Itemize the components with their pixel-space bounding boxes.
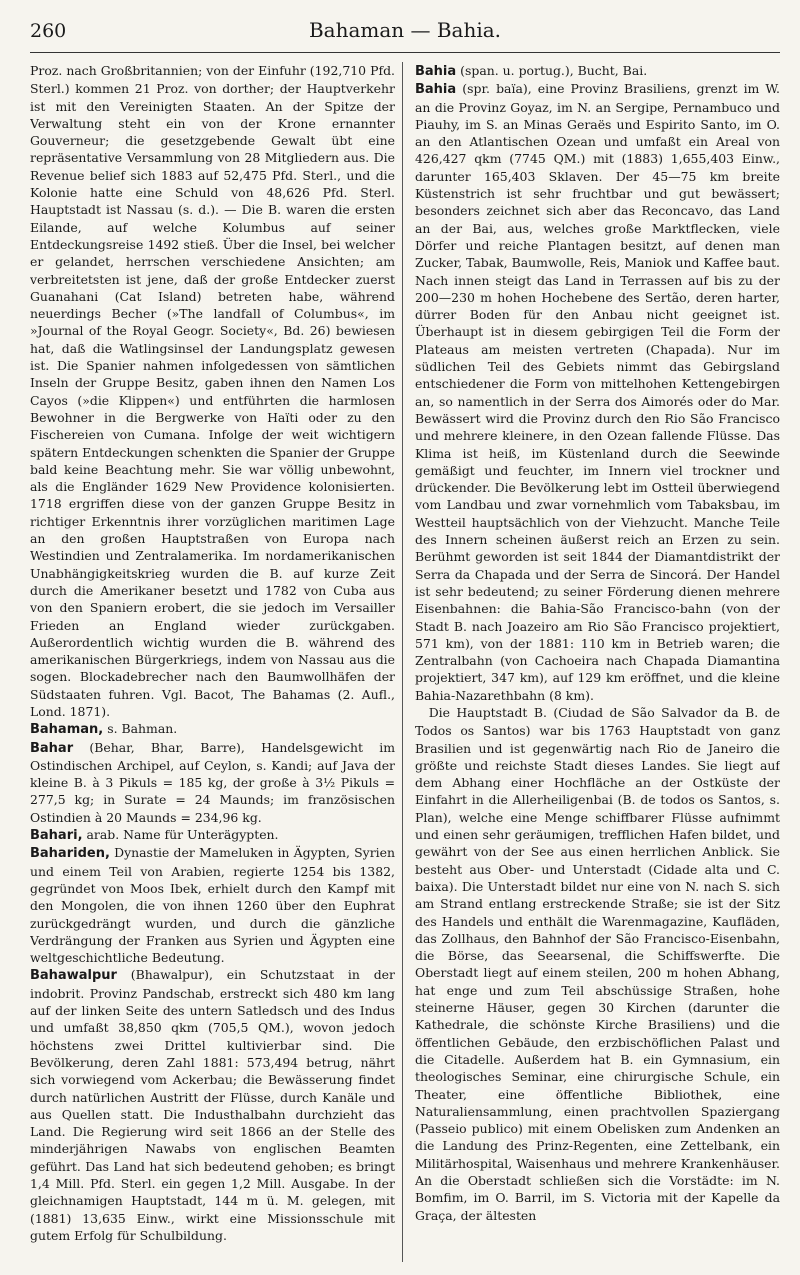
entry-lemma: Bahar	[30, 740, 74, 756]
entry-text: s. Bahman.	[103, 721, 178, 737]
entry-text: arab. Name für Unterägypten.	[82, 827, 279, 843]
entry-text: (Behar, Bhar, Barre), Handelsgewicht im Ostindischen Archipel, auf Ceylon, s. Kandi; auf Java der kleine B. à 3 Pikuls = 185 kg, der große à 3½ Pikuls = 277,5 kg; in Surate = 24 Maunds; im französischen Ostindien à 20 Maunds = 234,96 kg.	[30, 739, 395, 825]
entry-bahia-capital	[415, 704, 780, 1224]
entry-bahawalpur	[30, 966, 395, 1244]
entry-lemma: Bahari,	[30, 828, 83, 844]
running-head-title: Bahaman — Bahia.	[308, 18, 502, 42]
column-divider	[402, 62, 403, 1262]
entry-text: Proz. nach Großbritannien; von der Einfuhr (192,710 Pfd. Sterl.) kommen 21 Proz. von dorther; der Hauptverkehr ist mit den Vereinigten Staaten. An der Spitze der Verwaltung steht ein von der Krone ernannter Gouverneur; die gesetzgebende Gewalt übt eine repräsentative Versammlung von 28 Mitgliedern aus. Die Revenue belief sich 1883 auf 52,475 Pfd. Sterl., und die Kolonie hatte eine Schuld von 48,626 Pfd. Sterl. Hauptstadt ist Nassau (s. d.). — Die B. waren die ersten Eilande, auf welche Kolumbus auf seiner Entdeckungsreise 1492 stieß. Über die Insel, bei welcher er gelandet, herrschen verschiedene Ansichten; am verbreitetsten ist jene, daß der große Entdecker zuerst Guanahani (Cat Island) betreten habe, während neuerdings Becher (»The landfall of Columbus«, im »Journal of the Royal Geogr. Society«, Bd. 26) bewiesen hat, daß die Watlingsinsel der Landungsplatz gewesen ist. Die Spanier nahmen infolgedessen von sämtlichen Inseln der Gruppe Besitz, gaben ihnen den Namen Los Cayos (»die Klippen«) und entführten die harmlosen Bewohner in die Bergwerke von Haïti oder zu den Fischereien von Cumana. Infolge der weit wichtigern spätern Entdeckungen schenkten die Spanier der Gruppe bald keine Beachtung mehr. Sie war völlig unbewohnt, als die Engländer 1629 New Providence kolonisierten. 1718 ergriffen diese von der ganzen Gruppe Besitz in richtiger Erkenntnis ihrer vorzüglichen maritimen Lage an den großen Hauptstraßen von Europa nach Westindien und Zentralamerika. Im nordamerikanischen Unabhängigkeitskrieg wurden die B. auf kurze Zeit durch die Amerikaner besetzt und 1782 von Cuba aus von den Spaniern erobert, die sie jedoch im Versailler Frieden an England wieder zurückgaben. Außerordentlich wichtig wurden die B. während des amerikanischen Bürgerkriegs, indem von Nassau aus die sogen. Blockadebrecher nach den Baumwollhäfen der Südstaaten fuhren. Vgl. Bacot, The Bahamas (2. Aufl., Lond. 1871).	[30, 63, 395, 719]
entry-lemma: Bahawalpur	[30, 968, 117, 984]
entry-bahamas-continued	[30, 62, 395, 720]
entry-text: (Bhawalpur), ein Schutzstaat in der indobrit. Provinz Pandschab, erstreckt sich 480 km lang auf der linken Seite des untern Satledsch und des Indus und umfaßt 38,850 qkm (705,5 QM.), wovon jedoch höchstens zwei Drittel kultivierbar sind. Die Bevölkerung, deren Zahl 1881: 573,494 betrug, nährt sich vorwiegend vom Ackerbau; die Bewässerung findet durch natürlichen Austritt der Flüsse, durch Kanäle und aus Quellen statt. Die Industhalbahn durchzieht das Land. Die Regierung wird seit 1866 an der Stelle des minderjährigen Nawabs von englischen Beamten geführt. Das Land hat sich bedeutend gehoben; es bringt 1,4 Mill. Pfd. Sterl. ein gegen 1,2 Mill. Ausgabe. In der gleichnamigen Hauptstadt, 144 m ü. M. gelegen, mit (1881) 13,635 Einw., wirkt eine Missionsschule mit gutem Erfolg für Schulbildung.	[30, 967, 395, 1243]
entry-text: Dynastie der Mameluken in Ägypten, Syrien und einem Teil von Arabien, regierte 1254 bis 1382, gegründet von Moos Ibek, erhielt durch den Kampf mit den Mongolen, die von ihnen 1260 über den Euphrat zurückgedrängt wurden, und durch die gänzliche Verdrängung der Franken aus Syrien und Ägypten eine weltgeschichtliche Bedeutung.	[30, 845, 395, 966]
running-header	[30, 12, 780, 53]
entry-text: (span. u. portug.), Bucht, Bai.	[456, 63, 648, 78]
entry-text: Die Hauptstadt B. (Ciudad de São Salvador da B. de Todos os Santos) war bis 1763 Hauptstadt von ganz Brasilien und ist gegenwärtig nach Rio de Janeiro die größte und reichste Stadt dieses Landes. Sie liegt auf dem Abhang einer Hochfläche an der Ostküste der Einfahrt in die Allerheiligenbai (B. de todos os Santos, s. Plan), welche eine Menge schiffbarer Flüsse aufnimmt und einen sehr geräumigen, trefflichen Hafen bildet, und gewährt von der See aus einen herrlichen Anblick. Sie besteht aus Ober- und Unterstadt (Cidade alta und C. baixa). Die Unterstadt bildet nur eine von N. nach S. sich am Strand entlang erstreckende Straße; sie ist der Sitz des Handels und enthält die Warenmagazine, Kaufläden, das Zollhaus, den Bahnhof der São Francisco-Eisenbahn, die Börse, das Seearsenal, die Schiffswerfte. Die Oberstadt liegt auf einem steilen, 200 m hohen Abhang, hat enge und zum Teil abschüssige Straßen, hohe steinerne Häuser, gegen 30 Kirchen (darunter die Kathedrale, die schönste Kirche Brasiliens) und die öffentlichen Gebäude, den erzbischöflichen Palast und die Citadelle. Außerdem hat B. ein Gymnasium, ein theologisches Seminar, eine chirurgische Schule, ein Theater, eine öffentliche Bibliothek, eine Naturaliensammlung, einen prachtvollen Spaziergang (Passeio publico) mit einem Obelisken zum Andenken an die Landung des Prinz-Regenten, eine Zettelbank, ein Militärhospital, Waisenhaus und mehrere Krankenhäuser. An die Oberstadt schließen sich die Vorstädte: im N. Bomfim, im O. Barril, im S. Victoria mit der Kapelle da Graça, der ältesten	[415, 704, 780, 1223]
entry-lemma: Bahariden,	[30, 846, 110, 862]
left-column	[30, 62, 395, 1262]
entry-lemma: Bahia	[415, 64, 457, 79]
entry-bahia-bay	[415, 62, 780, 80]
right-column	[415, 62, 780, 1262]
page-number: 260	[30, 20, 67, 42]
entry-lemma: Bahia	[415, 82, 457, 98]
entry-bahari	[30, 826, 395, 844]
entry-bahar	[30, 739, 395, 826]
entry-bahia-province	[415, 80, 780, 704]
entry-bahariden	[30, 844, 395, 966]
entry-bahaman	[30, 720, 395, 738]
entry-lemma: Bahaman,	[30, 722, 104, 738]
entry-text: (spr. baïa), eine Provinz Brasiliens, grenzt im W. an die Provinz Goyaz, im N. an Sergipe, Pernambuco und Piauhy, im S. an Minas Geraës und Espirito Santo, im O. an den Atlantischen Ozean und umfaßt ein Areal von 426,427 qkm (7745 QM.) mit (1883) 1,655,403 Einw., darunter 165,403 Sklaven. Der 45—75 km breite Küstenstrich ist sehr fruchtbar und gut bewässert; besonders zeichnet sich aber das Reconcavo, das Land an der Bai, aus, welches große Marktflecken, viele Dörfer und reiche Plantagen besitzt, auf denen man Zucker, Tabak, Baumwolle, Reis, Maniok und Kaffee baut. Nach innen steigt das Land in Terrassen auf bis zu der 200—230 m hohen Hochebene des Sertão, deren harter, dürrer Boden für den Anbau nicht geeignet ist. Überhaupt ist in diesem gebirgigen Teil die Form der Plateaus am meisten vertreten (Chapada). Nur im südlichen Teil des Gebiets nimmt das Gebirgsland entschiedener die Form von mittelhohen Kettengebirgen an, so namentlich in der Serra dos Aimorés oder do Mar. Bewässert wird die Provinz durch den Rio São Francisco und mehrere kleinere, in den Ozean fallende Flüsse. Das Klima ist heiß, im Küstenland durch die Seewinde gemäßigt und feuchter, im Innern viel trockner und drückender. Die Bevölkerung lebt im Ostteil überwiegend vom Landbau und zwar vornehmlich vom Tabaksbau, im Westteil hauptsächlich von der Viehzucht. Manche Teile des Innern scheinen äußerst reich an Erzen zu sein. Berühmt geworden ist seit 1844 der Diamantdistrikt der Serra da Chapada und der Serra de Sincorá. Der Handel ist sehr bedeutend; zu seiner Förderung dienen mehrere Eisenbahnen: die Bahia-São Francisco-bahn (von der Stadt B. nach Joazeiro am Rio São Francisco projektiert, 571 km), von der 1881: 110 km in Betrieb waren; die Zentralbahn (von Cachoeira nach Chapada Diamantina projektiert, 347 km), auf 129 km eröffnet, und die kleine Bahia-Nazarethbahn (8 km).	[415, 81, 780, 703]
